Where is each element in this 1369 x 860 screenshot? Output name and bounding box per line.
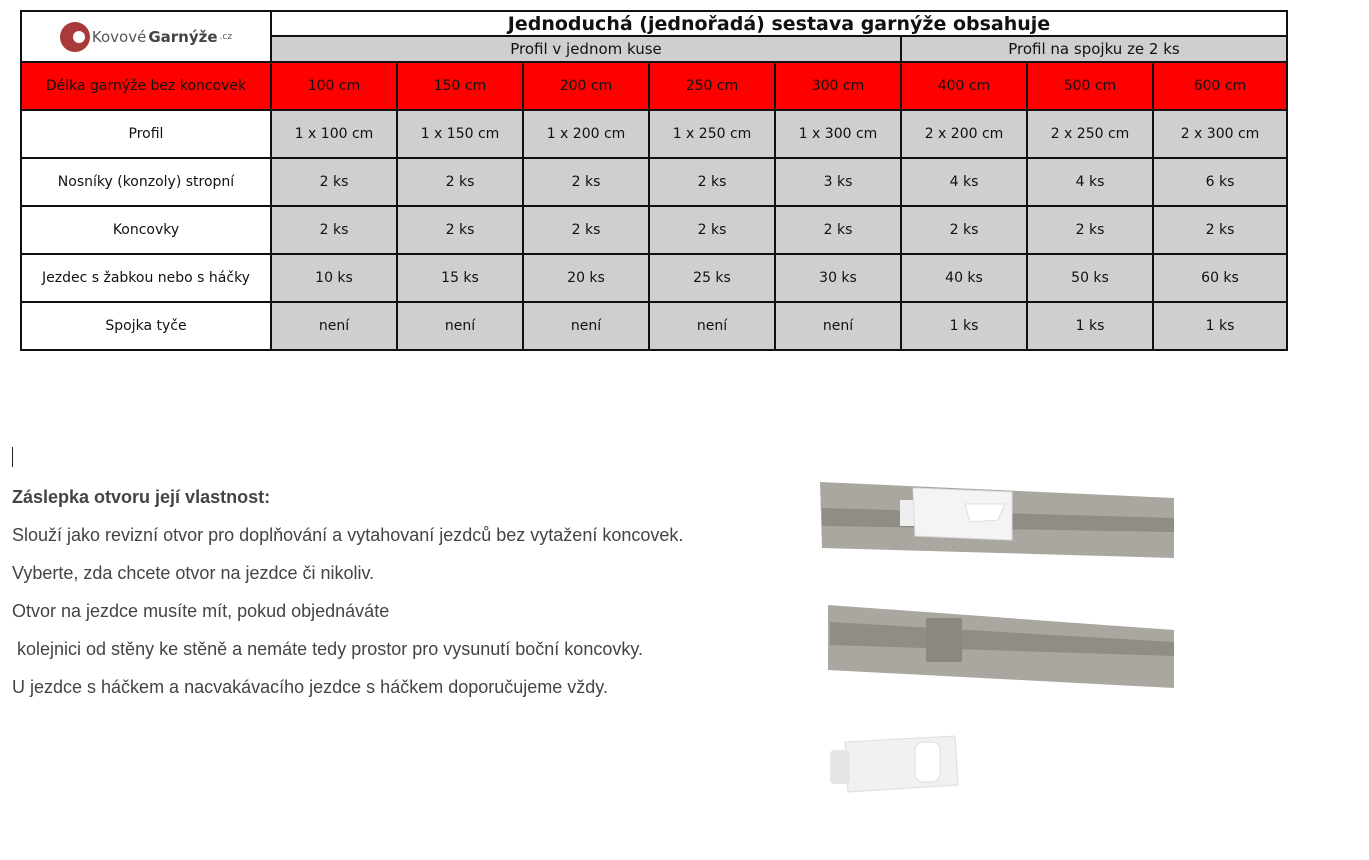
table-cell: 1 ks [1027, 302, 1153, 350]
table-cell: 30 ks [775, 254, 901, 302]
logo-text-bold: Garnýže [148, 27, 218, 46]
row-label: Jezdec s žabkou nebo s háčky [21, 254, 271, 302]
table-cell: 2 ks [649, 206, 775, 254]
table-cell: 2 ks [775, 206, 901, 254]
table-cell: 2 ks [1153, 206, 1287, 254]
length-header: Délka garnýže bez koncovek [21, 62, 271, 110]
row-label: Koncovky [21, 206, 271, 254]
logo-tld: .cz [219, 31, 233, 42]
description-line: Slouží jako revizní otvor pro doplňování a vytahovaní jezdců bez vytažení koncovek. [12, 525, 684, 545]
row-label: Profil [21, 110, 271, 158]
table-row [21, 158, 1287, 206]
length-0: 100 cm [271, 62, 397, 110]
table-row [21, 302, 1287, 350]
table-cell: 60 ks [1153, 254, 1287, 302]
runner-image [830, 736, 958, 792]
table-cell: 2 ks [397, 158, 523, 206]
table-cell: 2 x 200 cm [901, 110, 1027, 158]
table-cell: 2 x 300 cm [1153, 110, 1287, 158]
logo-icon [60, 22, 90, 52]
table-cell: 15 ks [397, 254, 523, 302]
logo [21, 11, 271, 62]
table-cell: 1 x 150 cm [397, 110, 523, 158]
table-cell: 4 ks [901, 158, 1027, 206]
rail-with-opening-image [828, 605, 1174, 688]
table-row [21, 254, 1287, 302]
description-line: kolejnici od stěny ke stěně a nemáte tedy prostor pro vysunutí boční koncovky. [12, 639, 644, 659]
rail-product-photo [800, 470, 1180, 810]
length-1: 150 cm [397, 62, 523, 110]
table-cell: 1 x 250 cm [649, 110, 775, 158]
table-cell: 1 ks [901, 302, 1027, 350]
table-cell: 2 ks [397, 206, 523, 254]
table-cell: 2 ks [523, 206, 649, 254]
length-7: 600 cm [1153, 62, 1287, 110]
text-cursor [12, 447, 13, 467]
table-cell: 10 ks [271, 254, 397, 302]
table-cell: 1 x 300 cm [775, 110, 901, 158]
table-cell: není [271, 302, 397, 350]
description [12, 478, 683, 706]
rail-with-runner-image [820, 482, 1174, 558]
table-cell: 25 ks [649, 254, 775, 302]
logo-text: Kovové [91, 27, 147, 46]
table-cell: 1 ks [1153, 302, 1287, 350]
table-cell: 40 ks [901, 254, 1027, 302]
table-cell: 2 ks [1027, 206, 1153, 254]
description-line: Vyberte, zda chcete otvor na jezdce či nikoliv. [12, 563, 375, 583]
table-cell: 4 ks [1027, 158, 1153, 206]
description-line: U jezdce s háčkem a nacvakávacího jezdce s háčkem doporučujeme vždy. [12, 677, 608, 697]
table-cell: není [775, 302, 901, 350]
description-line: Otvor na jezdce musíte mít, pokud objednáváte [12, 601, 390, 621]
table-cell: není [397, 302, 523, 350]
group-one-piece: Profil v jednom kuse [271, 36, 901, 62]
table-row [21, 206, 1287, 254]
garnyze-set-table [20, 10, 1288, 351]
row-label: Nosníky (konzoly) stropní [21, 158, 271, 206]
length-2: 200 cm [523, 62, 649, 110]
row-label: Spojka tyče [21, 302, 271, 350]
table-cell: 3 ks [775, 158, 901, 206]
table-cell: 1 x 100 cm [271, 110, 397, 158]
table-cell: 2 ks [271, 206, 397, 254]
table-cell: 2 ks [523, 158, 649, 206]
table-cell: 50 ks [1027, 254, 1153, 302]
length-6: 500 cm [1027, 62, 1153, 110]
length-4: 300 cm [775, 62, 901, 110]
table-cell: 2 x 250 cm [1027, 110, 1153, 158]
table-row [21, 110, 1287, 158]
table-title: Jednoduchá (jednořadá) sestava garnýže obsahuje [271, 11, 1287, 36]
table-cell: 1 x 200 cm [523, 110, 649, 158]
length-3: 250 cm [649, 62, 775, 110]
table-cell: 6 ks [1153, 158, 1287, 206]
length-5: 400 cm [901, 62, 1027, 110]
table-cell: 2 ks [901, 206, 1027, 254]
description-heading: Záslepka otvoru její vlastnost: [12, 487, 271, 507]
table-cell: není [523, 302, 649, 350]
table-cell: není [649, 302, 775, 350]
table-cell: 20 ks [523, 254, 649, 302]
table-cell: 2 ks [271, 158, 397, 206]
table-cell: 2 ks [649, 158, 775, 206]
group-two-piece: Profil na spojku ze 2 ks [901, 36, 1287, 62]
